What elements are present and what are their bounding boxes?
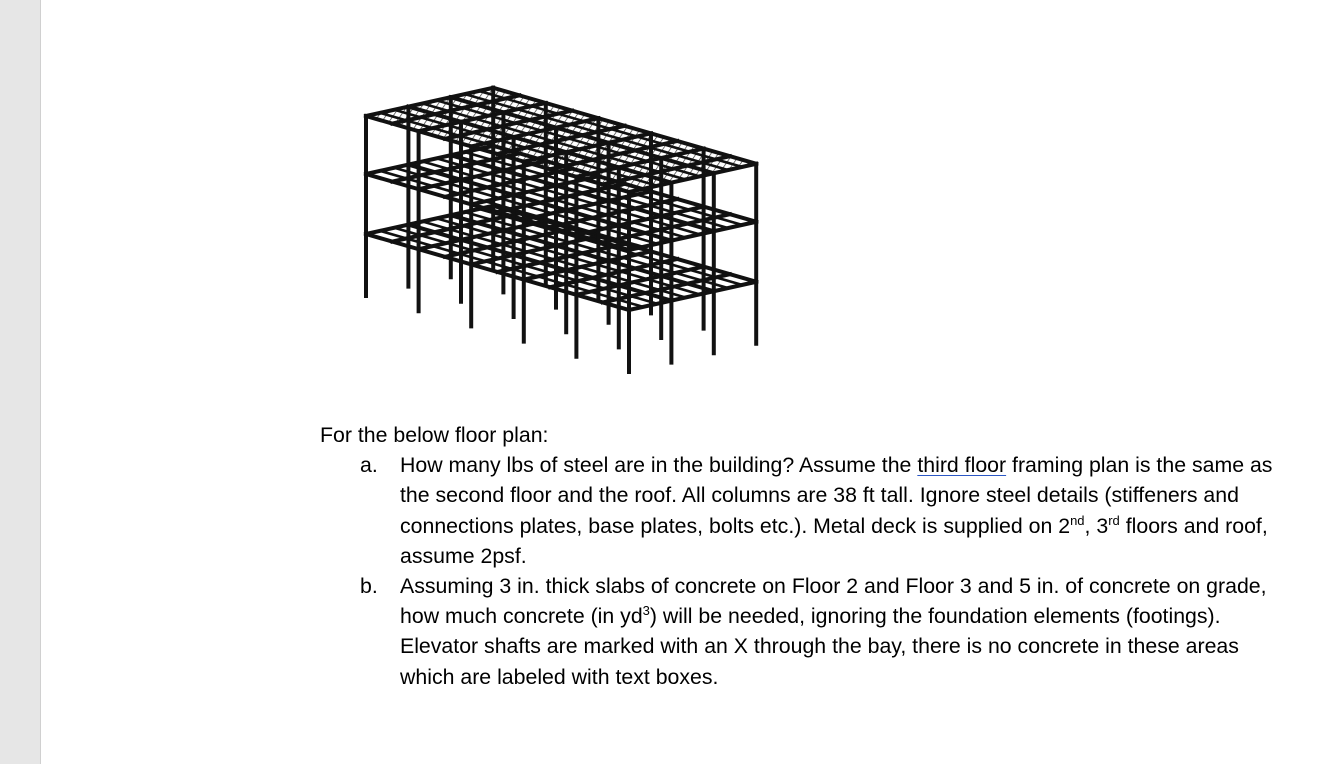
question-b <box>320 571 1280 692</box>
left-margin-gutter <box>0 0 41 764</box>
third-floor-link[interactable]: third floor <box>917 453 1007 478</box>
list-marker-a: a. <box>360 453 378 478</box>
question-a-text-4: floors and roof, assume 2psf. <box>400 513 1268 568</box>
question-a-text-2: framing plan is the same as the second floor and the roof. All columns are 38 ft tall. Ignore steel details (stiffeners and connections plates, base plates, bolts etc.). Metal deck is supplied on 2 <box>400 453 1273 538</box>
question-a-text-3: , 3 <box>1084 513 1109 538</box>
question-list <box>320 450 1280 692</box>
list-marker-b: b. <box>360 574 378 599</box>
question-a <box>320 450 1280 571</box>
question-a-text-1: How many lbs of steel are in the building? Assume the <box>400 453 918 478</box>
superscript-nd: nd <box>1070 512 1085 528</box>
steel-frame-building-figure <box>321 30 1281 375</box>
intro-text: For the below floor plan: <box>320 423 549 447</box>
question-text <box>320 420 1280 692</box>
question-b-text-2: ) will be needed, ignoring the foundation elements (footings). Elevator shafts are marked with an X through the bay, there is no concrete in these areas which are labeled with text boxes. <box>400 604 1239 689</box>
question-b-text-1: Assuming 3 in. thick slabs of concrete on Floor 2 and Floor 3 and 5 in. of concrete on grade, how much concrete (in yd <box>400 574 1267 629</box>
document-page <box>41 0 1342 764</box>
superscript-3: 3 <box>642 603 650 619</box>
steel-frame-drawing <box>321 30 1281 375</box>
superscript-rd: rd <box>1108 512 1120 528</box>
